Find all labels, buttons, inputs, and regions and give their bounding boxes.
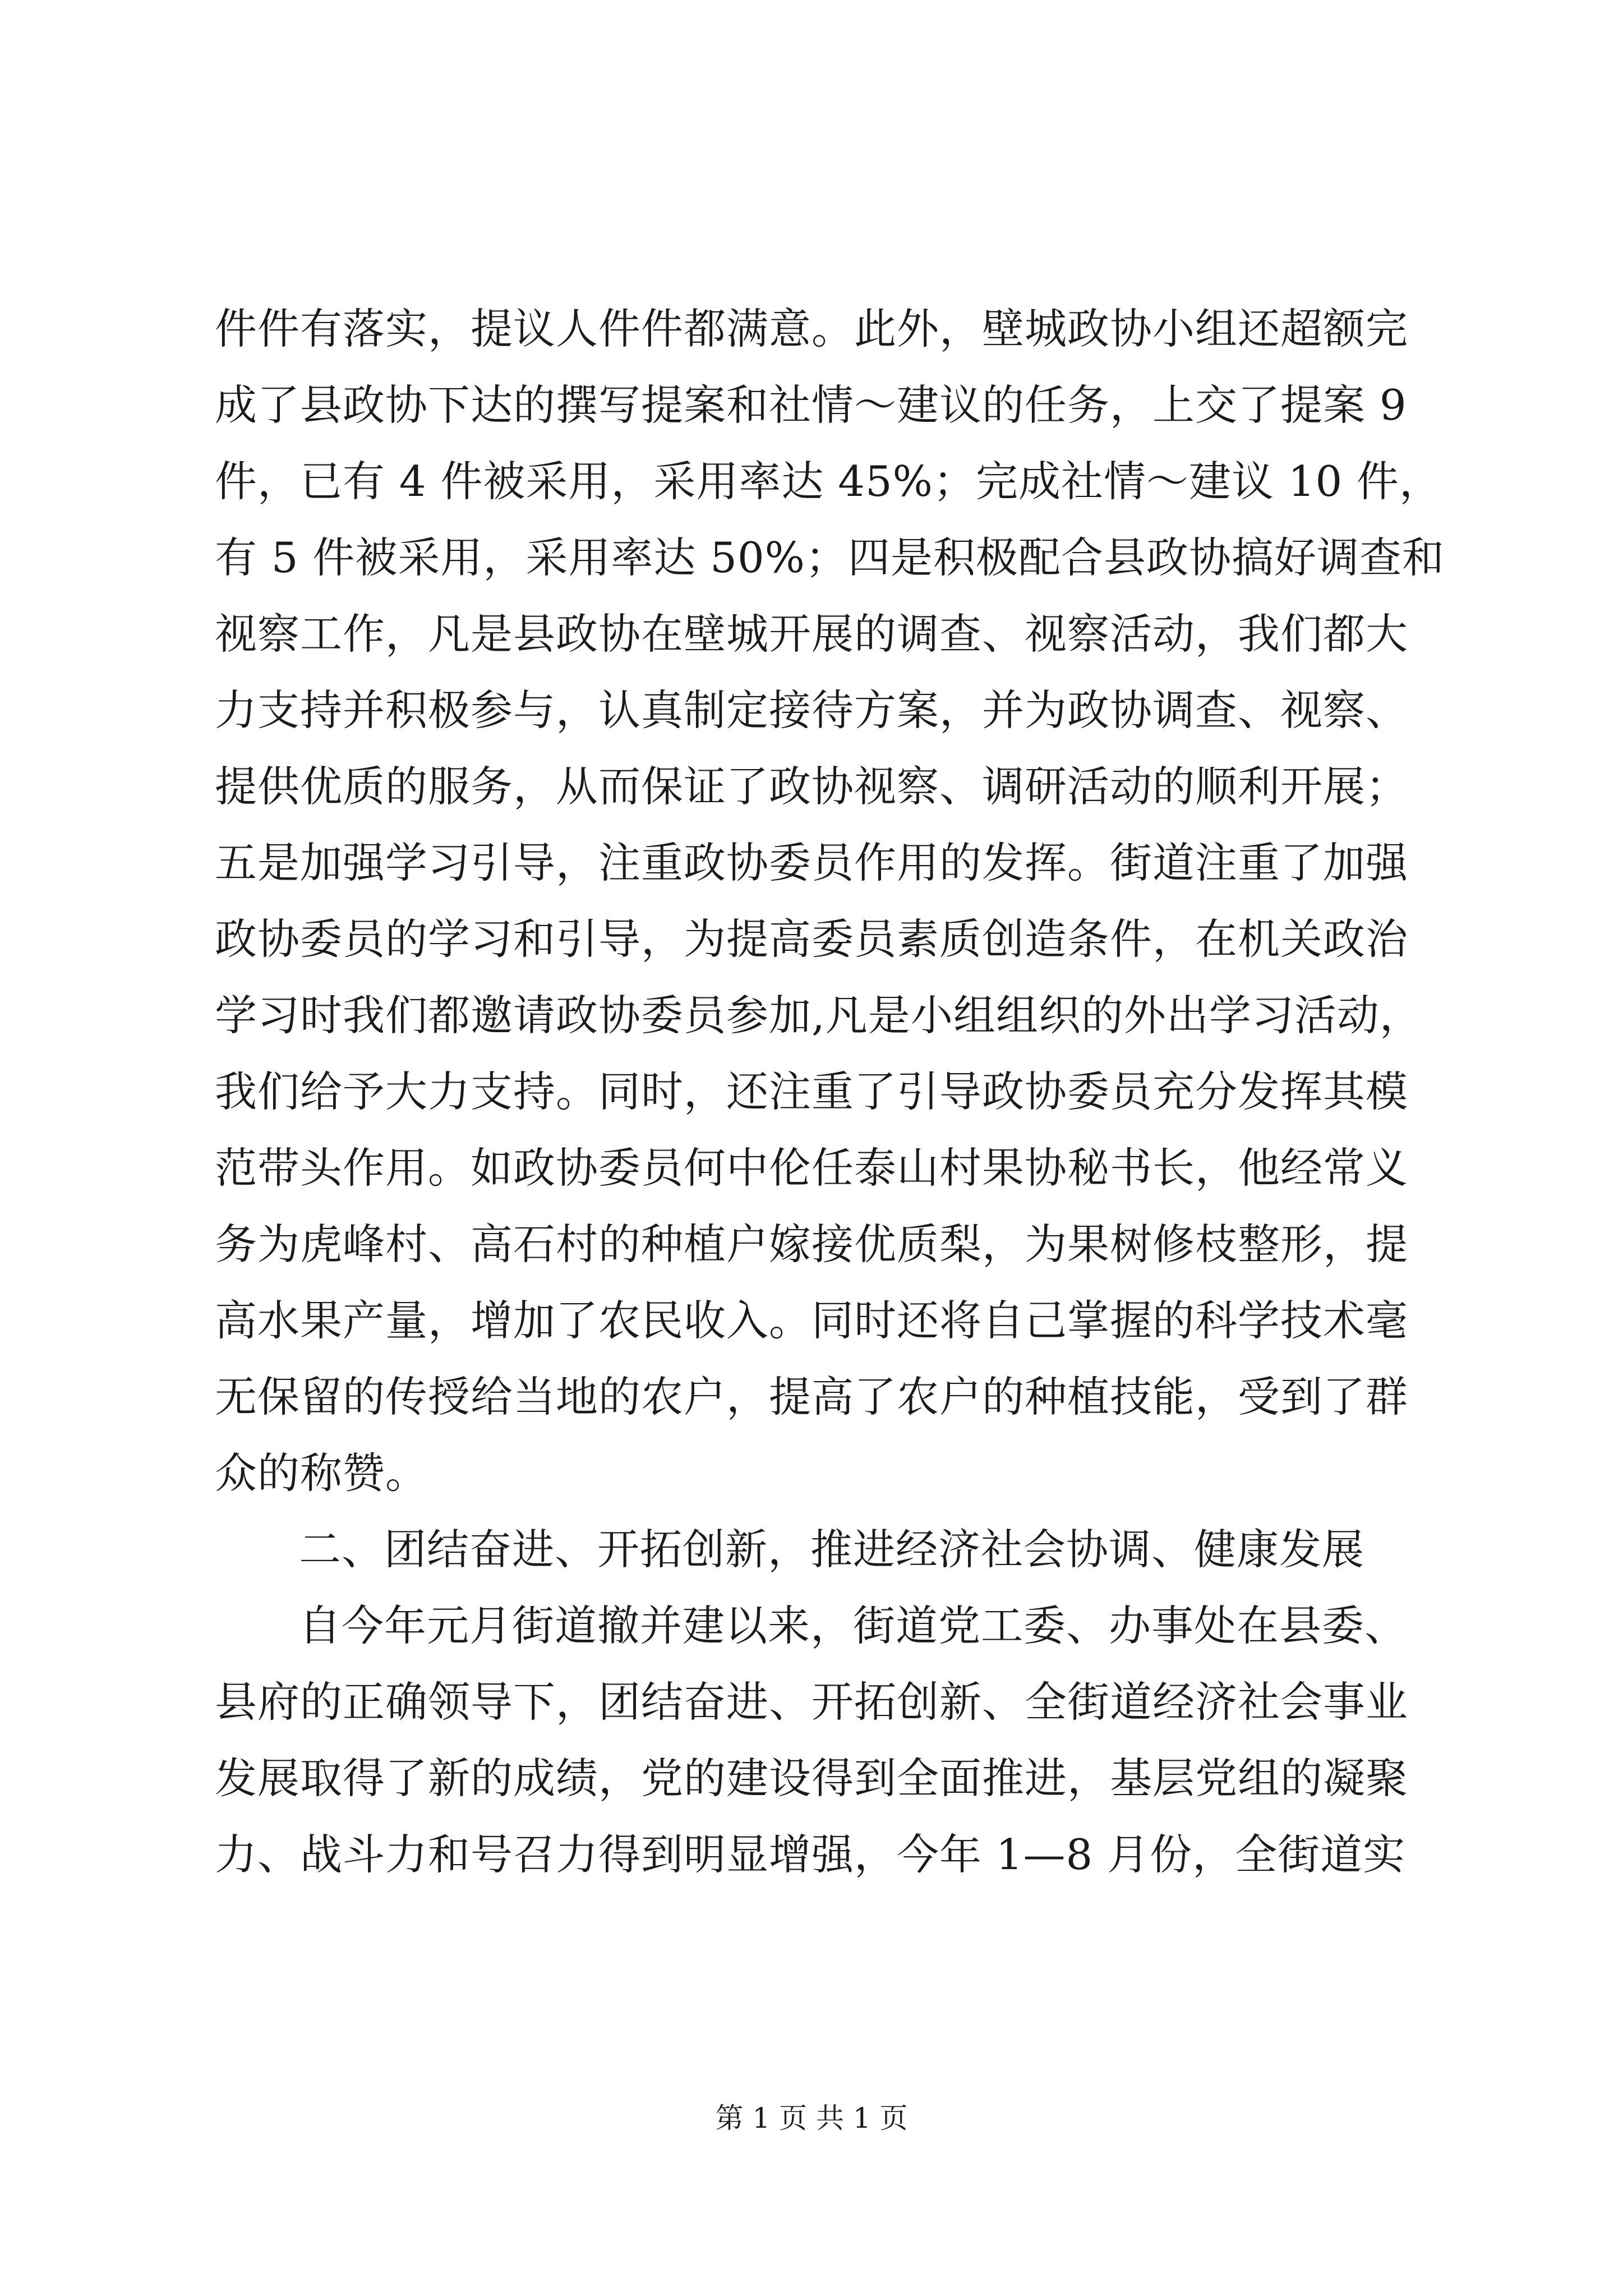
body-text-line: 件件有落实，提议人件件都满意。此外，壁城政协小组还超额完 [215, 304, 1409, 353]
body-text-line: 学习时我们都邀请政协委员参加,凡是小组组织的外出学习活动， [215, 991, 1422, 1040]
body-text-line: 成了县政协下达的撰写提案和社情～建议的任务，上交了提案 9 [215, 380, 1407, 430]
body-text-line: 众的称赞。 [215, 1448, 428, 1498]
body-text-line: 件，已有 4 件被采用，采用率达 45%；完成社情～建议 10 件， [215, 457, 1442, 506]
body-text-line: 发展取得了新的成绩，党的建设得到全面推进，基层党组的凝聚 [215, 1754, 1409, 1803]
body-text-line: 务为虎峰村、高石村的种植户嫁接优质梨，为果树修枝整形，提 [215, 1220, 1409, 1269]
body-text-line: 范带头作用。如政协委员何中伦任泰山村果协秘书长，他经常义 [215, 1143, 1409, 1193]
section-heading: 二、团结奋进、开拓创新，推进经济社会协调、健康发展 [299, 1525, 1365, 1574]
body-text-line: 提供优质的服务，从而保证了政协视察、调研活动的顺利开展； [215, 762, 1409, 811]
body-text-line: 县府的正确领导下，团结奋进、开拓创新、全街道经济社会事业 [215, 1677, 1409, 1727]
body-text-line: 自今年元月街道撤并建以来，街道党工委、办事处在县委、 [299, 1601, 1408, 1650]
page-number-footer: 第 1 页 共 1 页 [715, 2102, 908, 2134]
body-text-line: 政协委员的学习和引导，为提高委员素质创造条件，在机关政治 [215, 914, 1409, 964]
body-text-line: 力、战斗力和号召力得到明显增强，今年 1—8 月份，全街道实 [215, 1830, 1406, 1879]
body-text-line: 有 5 件被采用，采用率达 50%；四是积极配合县政协搞好调查和 [215, 533, 1445, 582]
body-text-line: 视察工作，凡是县政协在壁城开展的调查、视察活动，我们都大 [215, 609, 1409, 659]
body-text-line: 高水果产量，增加了农民收入。同时还将自己掌握的科学技术毫 [215, 1296, 1409, 1345]
body-text-line: 力支持并积极参与，认真制定接待方案，并为政协调查、视察、 [215, 685, 1409, 735]
body-text-line: 我们给予大力支持。同时，还注重了引导政协委员充分发挥其模 [215, 1067, 1409, 1116]
body-text-line: 五是加强学习引导，注重政协委员作用的发挥。街道注重了加强 [215, 838, 1409, 887]
body-text-line: 无保留的传授给当地的农户，提高了农户的种植技能，受到了群 [215, 1372, 1409, 1421]
